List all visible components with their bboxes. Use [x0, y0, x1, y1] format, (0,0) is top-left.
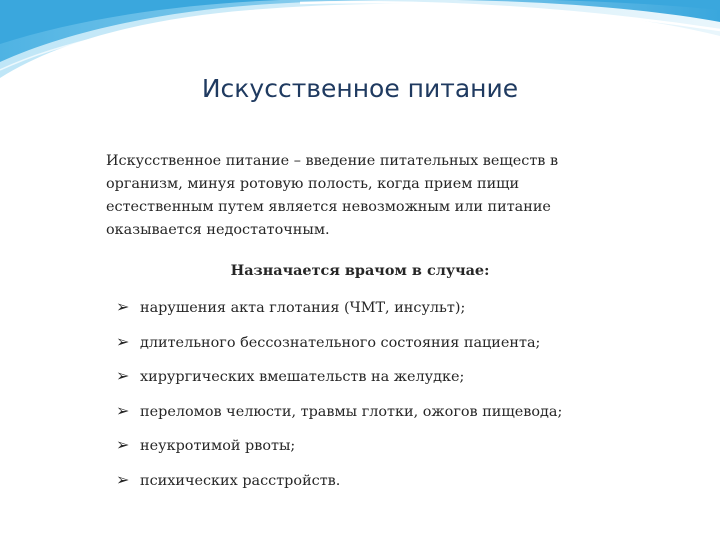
list-item-text: неукротимой рвоты;: [140, 438, 296, 454]
list-item: [116, 430, 676, 465]
list-item-text: нарушения акта глотания (ЧМТ, инсульт);: [140, 300, 466, 316]
list-item-text: хирургических вмешательств на желудке;: [140, 369, 465, 385]
arrow-bullet-icon: ➢: [116, 469, 130, 489]
list-item: [116, 292, 676, 327]
list-item: [116, 465, 676, 500]
indications-heading: Назначается врачом в случае:: [230, 262, 490, 279]
arrow-bullet-icon: ➢: [116, 331, 130, 351]
definition-paragraph: Искусственное питание – введение питательных веществ в организм, минуя ротовую полость, когда прием пищи естественным путем является невозможным или питание оказывается недостаточным.: [106, 153, 559, 238]
arrow-bullet-icon: ➢: [116, 297, 130, 316]
slide-title: Искусственное питание: [201, 74, 519, 103]
list-item-text: психических расстройств.: [140, 472, 341, 489]
arrow-bullet-icon: ➢: [116, 435, 130, 454]
list-item: [116, 396, 676, 431]
list-item: [116, 327, 676, 362]
list-item-text: длительного бессознательного состояния пациента;: [140, 334, 541, 351]
arrow-bullet-icon: ➢: [116, 366, 130, 385]
list-item-text: переломов челюсти, травмы глотки, ожогов пищевода;: [140, 403, 563, 420]
arrow-bullet-icon: ➢: [116, 400, 130, 420]
indications-list: [116, 292, 676, 499]
list-item: [116, 361, 676, 396]
